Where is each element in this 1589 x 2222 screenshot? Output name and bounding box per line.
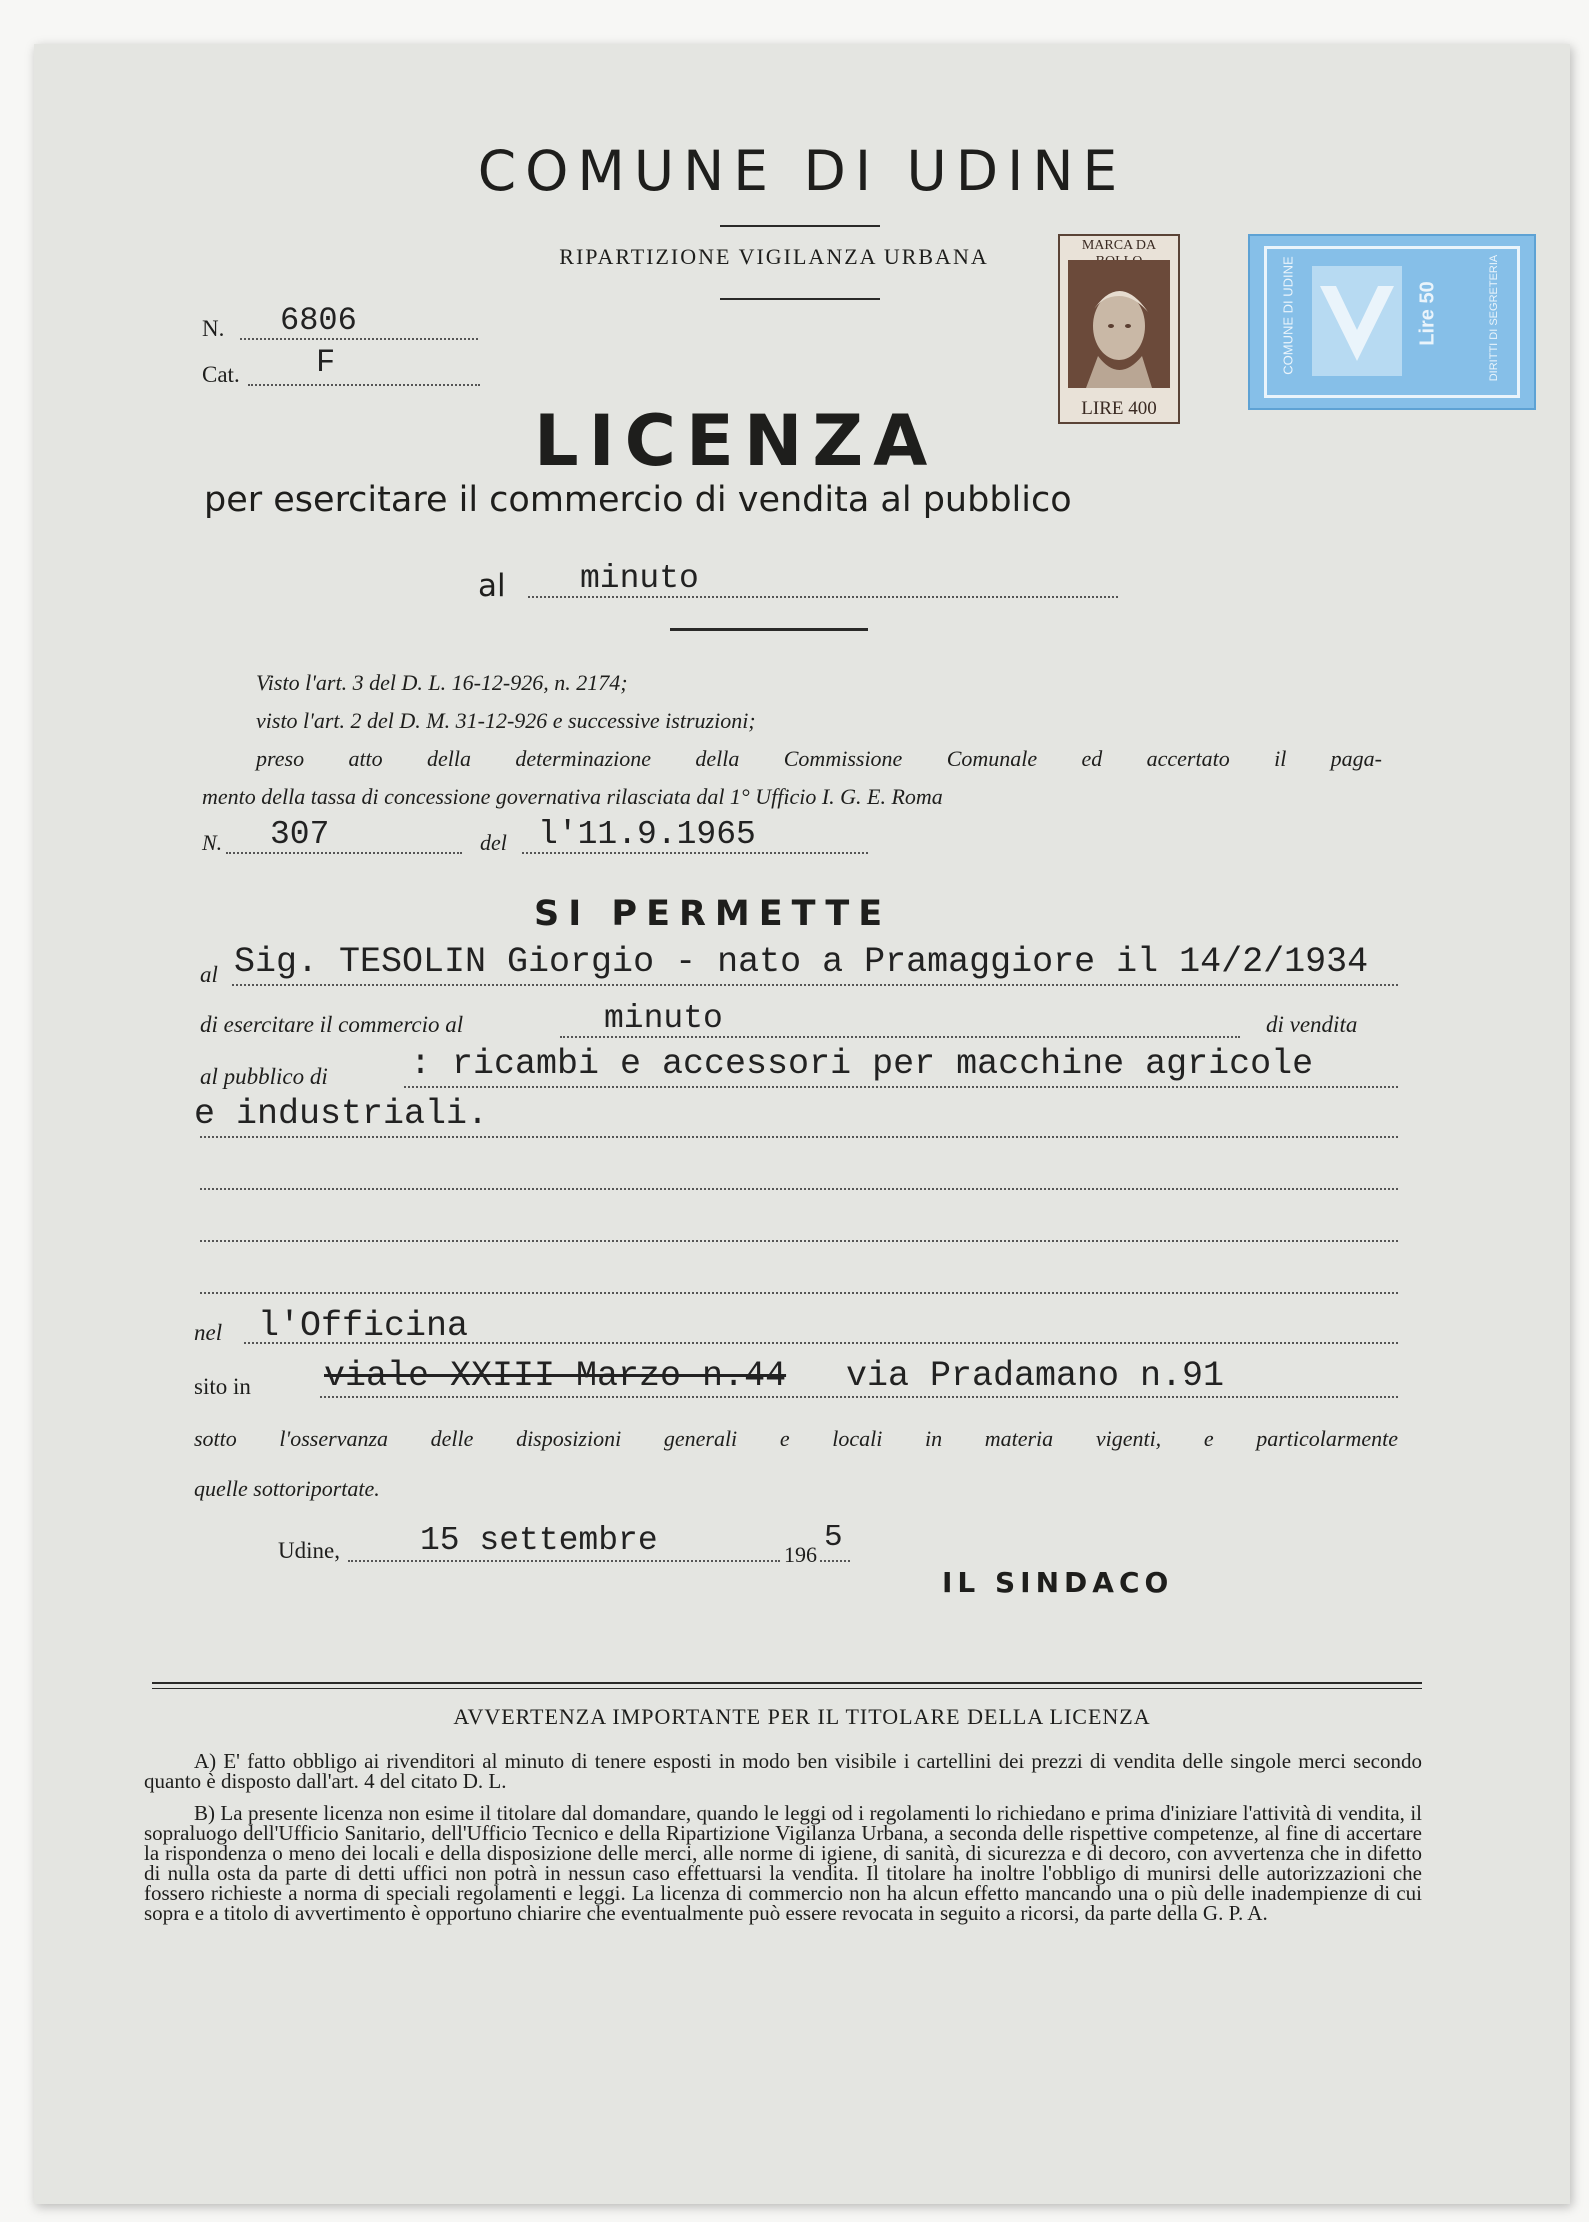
subtitle-rule — [720, 298, 880, 300]
registry-n-value: 6806 — [280, 302, 357, 339]
holder-line — [232, 984, 1398, 986]
vendita-label: di vendita — [1266, 1012, 1358, 1037]
warning-title: AVVERTENZA IMPORTANTE PER IL TITOLARE DELLA LICENZA — [453, 1704, 1151, 1729]
license-sheet — [34, 44, 1570, 2204]
eserc-label: di esercitare il commercio al — [200, 1012, 464, 1037]
goods-value-2: e industriali. — [194, 1094, 489, 1134]
blank-line-3 — [200, 1292, 1398, 1294]
permit-heading: SI PERMETTE — [534, 894, 892, 934]
revenue-stamp-value: LIRE 400 — [1081, 398, 1157, 419]
sito-struck-value: viale XXIII Marzo n.44 — [324, 1356, 787, 1396]
preamble-line-3: preso atto della determinazione della Commissione Comunale ed accertato il paga- — [256, 746, 1382, 771]
revenue-stamp — [1058, 234, 1180, 424]
license-title: LICENZA — [534, 400, 938, 482]
registry-cat-label: Cat. — [202, 362, 240, 387]
nel-label: nel — [194, 1320, 223, 1345]
licenza-rule — [670, 628, 868, 631]
date-value: 15 settembre — [420, 1522, 658, 1559]
place-label: Udine, — [278, 1538, 340, 1563]
preamble-n-value: 307 — [270, 816, 330, 853]
preamble-del-label: del — [480, 830, 507, 855]
preamble-line-2: visto l'art. 2 del D. M. 31-12-926 e successive istruzioni; — [256, 708, 756, 733]
warning-rule-top — [152, 1682, 1422, 1684]
preamble-n-line — [226, 852, 462, 854]
title-rule — [720, 225, 880, 227]
udine-emblem-icon — [1312, 266, 1402, 376]
license-purpose: per esercitare il commercio di vendita al pubblico — [204, 480, 1072, 520]
nel-value: l'Officina — [258, 1306, 469, 1346]
secretary-stamp-label: DIRITTI DI SEGRETERIA — [1488, 254, 1500, 382]
secretary-fee-stamp — [1248, 234, 1536, 410]
year-suffix: 5 — [824, 1520, 843, 1555]
secretary-stamp-value: Lire 50 — [1416, 281, 1439, 346]
revenue-stamp-portrait — [1068, 260, 1170, 388]
goods-line-2 — [200, 1136, 1398, 1138]
page-title: COMUNE DI UDINE — [477, 139, 1127, 203]
observance-line-2: quelle sottoriportate. — [194, 1476, 380, 1501]
holder-value: Sig. TESOLIN Giorgio - nato a Pramaggiore il 14/2/1934 — [234, 942, 1369, 982]
year-line — [820, 1560, 850, 1562]
warning-rule-bottom — [152, 1688, 1422, 1689]
signatory: IL SINDACO — [942, 1566, 1174, 1599]
preamble-n-label: N. — [202, 830, 223, 855]
goods-value-1: : ricambi e accessori per macchine agricole — [410, 1044, 1314, 1084]
warning-paragraph-a — [144, 1749, 1422, 1793]
preamble-line-4: mento della tassa di concessione governativa rilasciata dal 1° Ufficio I. G. E. Roma — [202, 784, 943, 809]
observance-line-1: sotto l'osservanza delle disposizioni generali e locali in materia vigenti, e particolarmente — [194, 1426, 1398, 1451]
goods-line-1 — [404, 1086, 1398, 1088]
warning-paragraph-b-text: B) La presente licenza non esime il titolare dal domandare, quando le leggi od i regolamenti lo richiedano e prima d'iniziare l'attività di vendita, il sopraluogo dell'Ufficio Sanitario, dell'Ufficio Tecnico e della Ripartizione Vigilanza Urbana, a seconda delle rispettive competenze, al fine di accertare la rispondenza o meno dei locali e della disposizione delle merci, alle norme di igiene, di sanità, di sicurezza e di decoro, con avvertenza che in difetto di nulla osta da parte di detti uffici non potrà in nessun caso effettuarsi la vendita. Il titolare ha inoltre l'obbligo di munirsi delle autorizzazioni che fossero richieste a norma di speciali regolamenti e leggi. La licenza di commercio non ha alcun effetto mancando una o più delle inadempienze di cui sopra e a titolo di avvertimento è opportuno chiarire che eventualmente può essere revocata in seguito a ricorsi, da parte della G. P. A. — [144, 1801, 1422, 1925]
blank-line-1 — [200, 1188, 1398, 1190]
holder-al-label: al — [200, 962, 218, 987]
date-line — [348, 1560, 780, 1562]
eserc-value: minuto — [604, 1000, 723, 1037]
registry-cat-line — [248, 384, 480, 386]
revenue-stamp-label: MARCA DA — [1081, 238, 1157, 253]
registry-n-label: N. — [202, 316, 225, 341]
year-prefix: 196 — [784, 1542, 817, 1567]
registry-n-line — [240, 338, 478, 340]
sito-line — [320, 1396, 1398, 1398]
al-value: minuto — [580, 560, 699, 597]
registry-cat-value: F — [316, 344, 336, 381]
department-subtitle: RIPARTIZIONE VIGILANZA URBANA — [559, 244, 989, 269]
pubblico-label: al pubblico di — [200, 1064, 328, 1089]
preamble-del-value: l'11.9.1965 — [538, 816, 756, 853]
secretary-stamp-comune: COMUNE DI UDINE — [1280, 256, 1296, 375]
sito-label: sito in — [194, 1374, 251, 1399]
blank-line-2 — [200, 1240, 1398, 1242]
warning-paragraph-a-text: A) E' fatto obbligo ai rivenditori al minuto di tenere esposti in modo ben visibile i cartellini dei prezzi di vendita delle singole merci secondo quanto è disposto dall'art. 4 del citato D. L. — [144, 1749, 1422, 1793]
portrait-icon — [1068, 260, 1170, 388]
al-label: al — [478, 568, 506, 604]
preamble-line-1: Visto l'art. 3 del D. L. 16-12-926, n. 2174; — [256, 670, 628, 695]
sito-value: via Pradamano n.91 — [846, 1356, 1225, 1396]
warning-paragraph-b — [144, 1801, 1422, 1925]
